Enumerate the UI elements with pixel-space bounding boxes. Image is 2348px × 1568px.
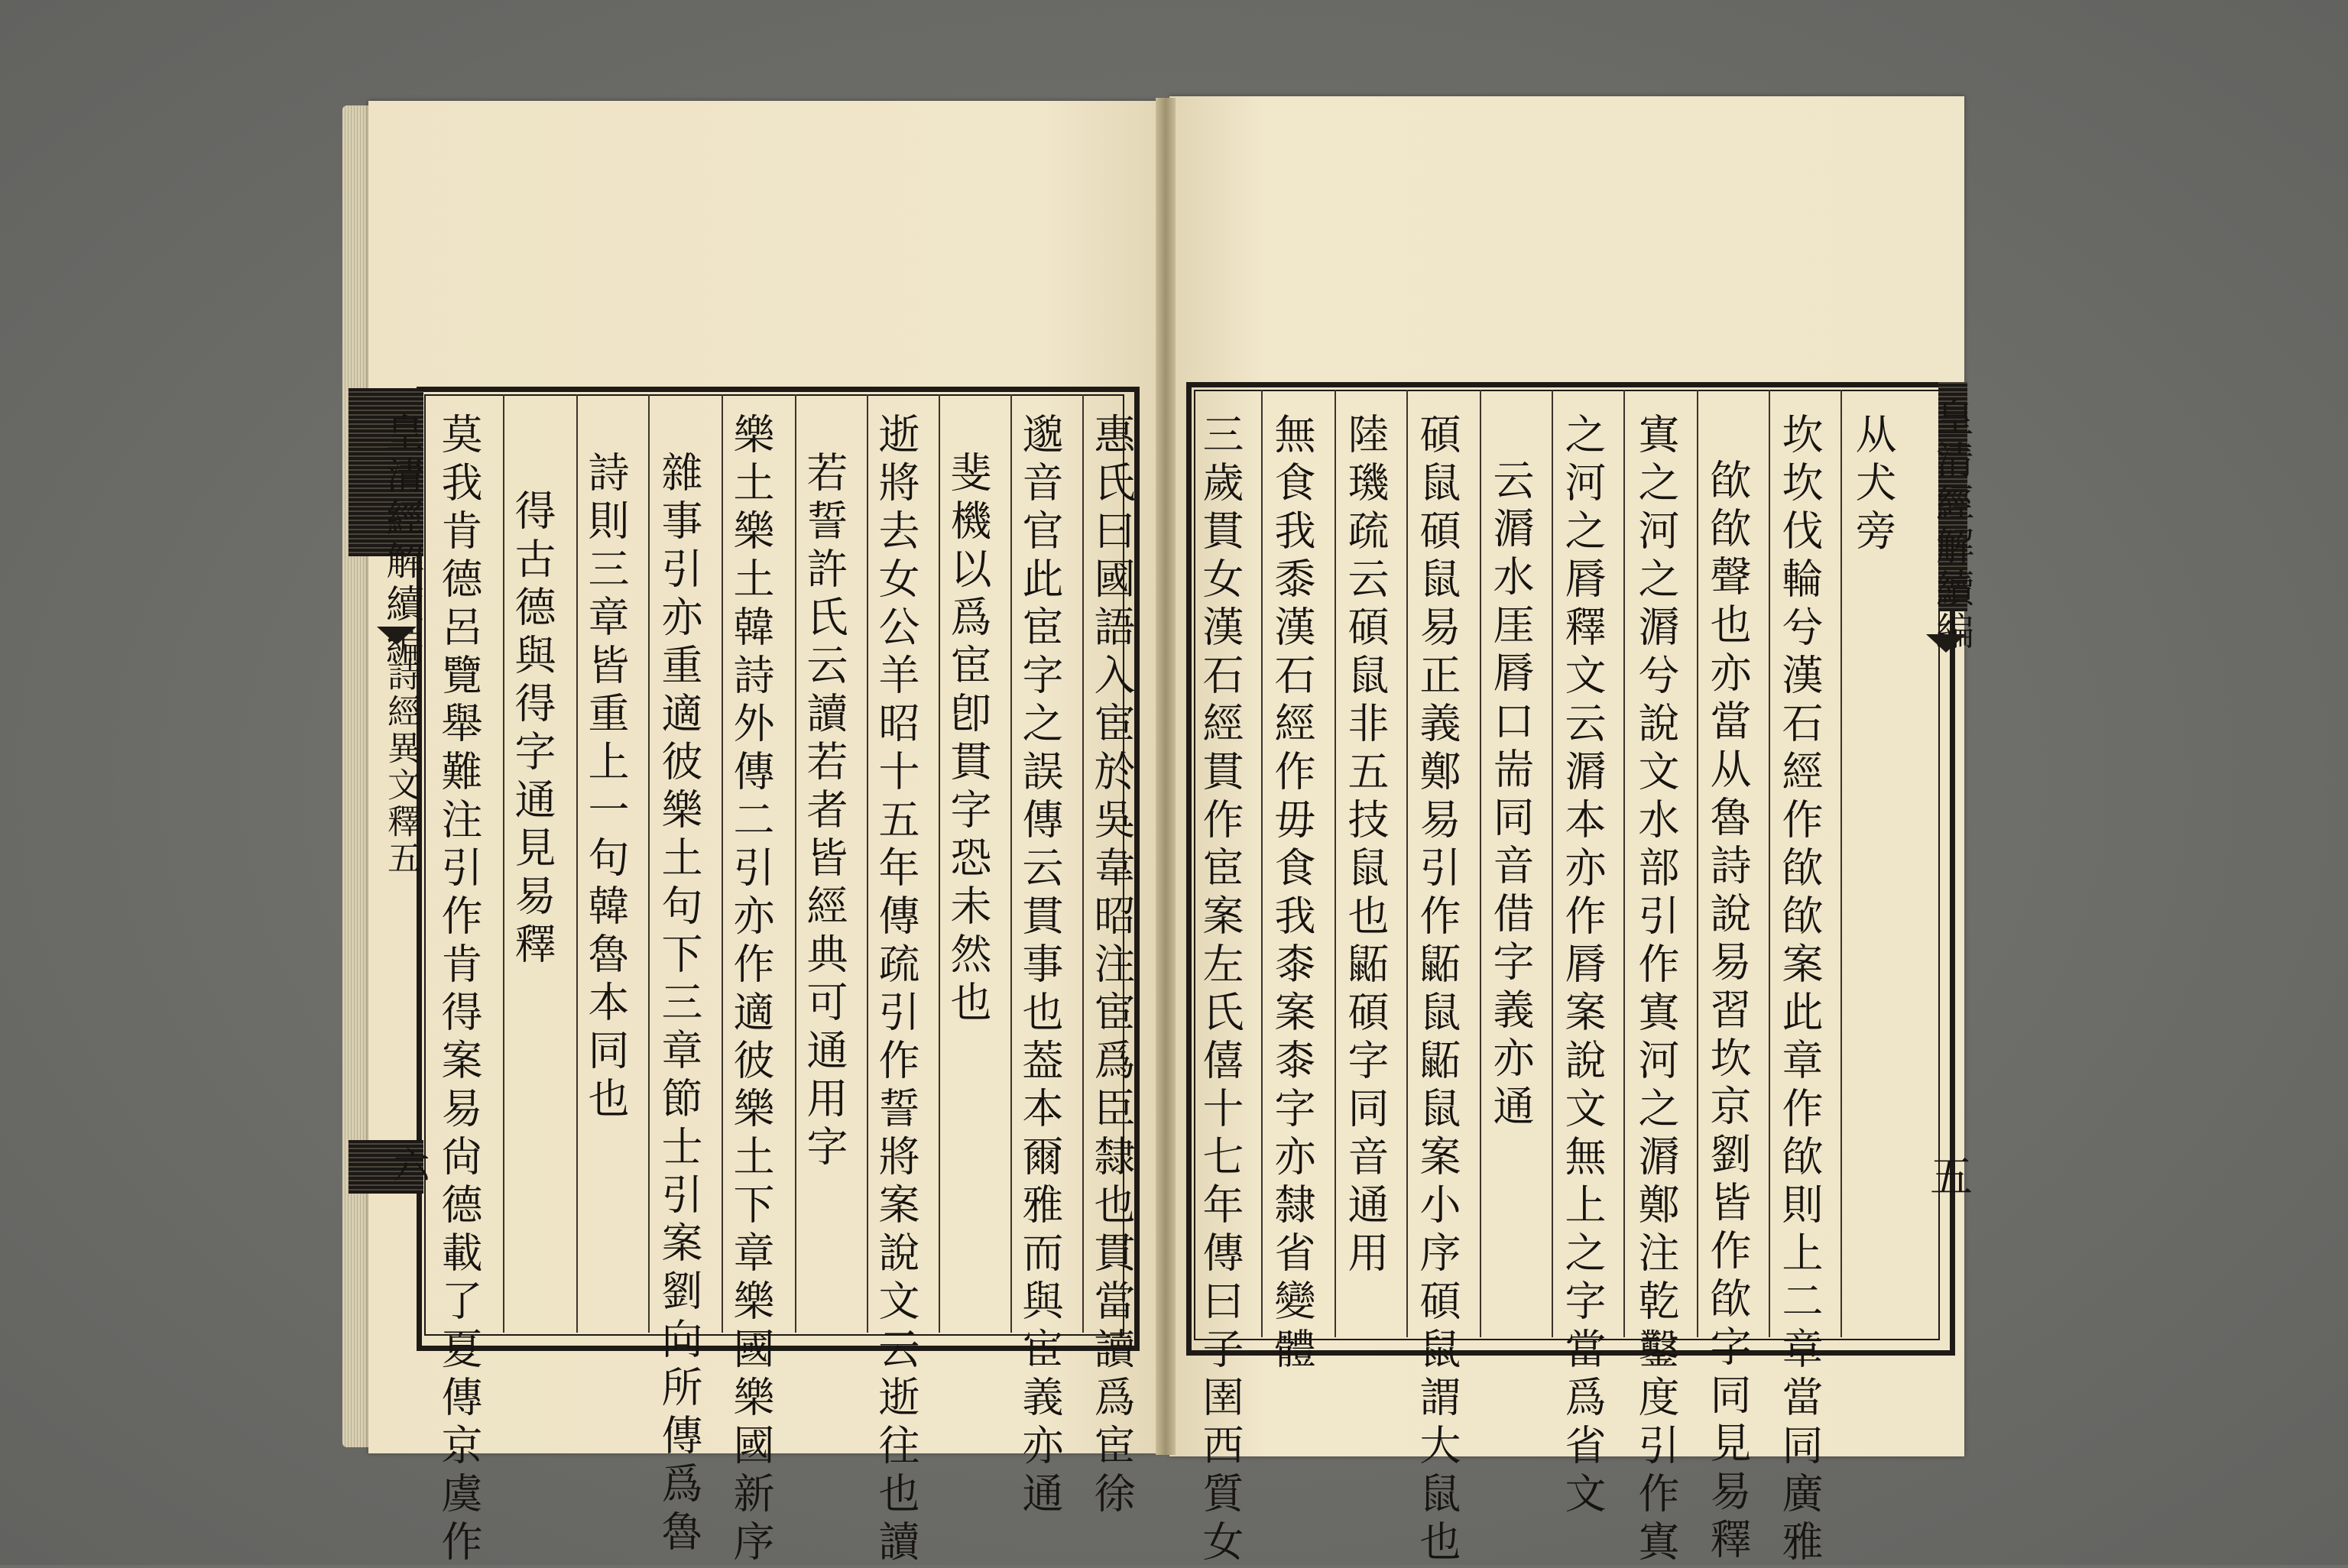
text-column: 樂土樂土韓詩外傳二引亦作適彼樂土下章樂國樂國新序	[727, 413, 775, 1568]
column-rule	[503, 394, 504, 1333]
left-fore-edge-title: 皇清經解續編	[380, 413, 424, 669]
text-column: 詩則三章皆重上一句韓魯本同也	[582, 451, 630, 1125]
column-rule	[576, 394, 578, 1333]
column-rule	[1010, 394, 1012, 1333]
text-column: 雜事引亦重適彼樂土句下三章節士引案劉向所傳爲魯	[655, 451, 703, 1558]
text-column: 斐機以爲宦卽貫字恐未然也	[944, 451, 992, 1029]
text-column: 邈音官此宦字之誤傳云貫事也葢本爾雅而與宦義亦通	[1016, 413, 1064, 1520]
text-column: 坎坎伐輪兮漢石經作欿欿案此章作欿則上二章當同廣雅	[1776, 413, 1824, 1568]
left-folio-number: 六	[387, 1146, 430, 1183]
fish-tail-mark	[377, 627, 417, 645]
column-rule	[1082, 394, 1084, 1333]
column-rule	[939, 394, 940, 1333]
column-rule	[1623, 390, 1625, 1337]
text-column: 云漘水厓脣口耑同音借字義亦通	[1487, 458, 1535, 1132]
text-column: 惠氏曰國語入宦於吳韋昭注宦爲臣隸也貫當讀爲宦徐	[1088, 413, 1136, 1520]
text-column: 莫我肯德呂覽舉難注引作肯得案易尙德載了夏傳京虞作	[435, 413, 483, 1568]
column-rule	[1261, 390, 1263, 1337]
column-rule	[1552, 390, 1553, 1337]
text-column: 逝將去女公羊昭十五年傳疏引作誓將案說文云逝往也讀	[872, 413, 920, 1568]
text-column: 欿欿聲也亦當从魯詩說易習坎京劉皆作欿字同見易釋	[1704, 458, 1752, 1566]
column-rule	[1480, 390, 1481, 1337]
text-column: 得古德與得字通見易釋	[508, 489, 556, 970]
text-column: 陸璣疏云碩鼠非五技鼠也鼫碩字同音通用	[1341, 413, 1390, 1279]
column-rule	[867, 394, 868, 1333]
left-fore-edge-section: 詩經異文釋五	[381, 657, 420, 877]
text-column: 若誓許氏云讀若者皆經典可通用字	[800, 451, 848, 1173]
book-gutter	[1156, 98, 1176, 1455]
right-fore-edge-title: 皇清經解續編	[1930, 397, 1974, 654]
text-column: 三歲貫女漢石經貫作宦案左氏僖十七年傳曰子圉西質女	[1196, 413, 1244, 1568]
column-rule	[1406, 390, 1408, 1337]
column-rule	[795, 394, 796, 1333]
fish-tail-mark	[1926, 634, 1966, 653]
column-rule	[1697, 390, 1698, 1337]
text-column: 寘之河之漘兮說文水部引作寘河之漘鄭注乾鑿度引作寘	[1632, 413, 1680, 1568]
text-column: 碩鼠碩鼠易正義鄭易引作鼫鼠鼫鼠案小序碩鼠謂大鼠也	[1413, 413, 1461, 1568]
right-folio-number: 五	[1923, 1154, 1973, 1197]
text-column: 从犬旁	[1849, 413, 1897, 557]
column-rule	[1840, 390, 1842, 1337]
column-rule	[1769, 390, 1770, 1337]
text-column: 之河之脣釋文云漘本亦作脣案說文無上之字當爲省文	[1558, 413, 1607, 1520]
column-rule	[722, 394, 723, 1333]
column-rule	[1335, 390, 1336, 1337]
text-column: 無食我黍漢石經作毋食我桼案桼字亦隸省變體	[1268, 413, 1316, 1375]
column-rule	[648, 394, 650, 1333]
